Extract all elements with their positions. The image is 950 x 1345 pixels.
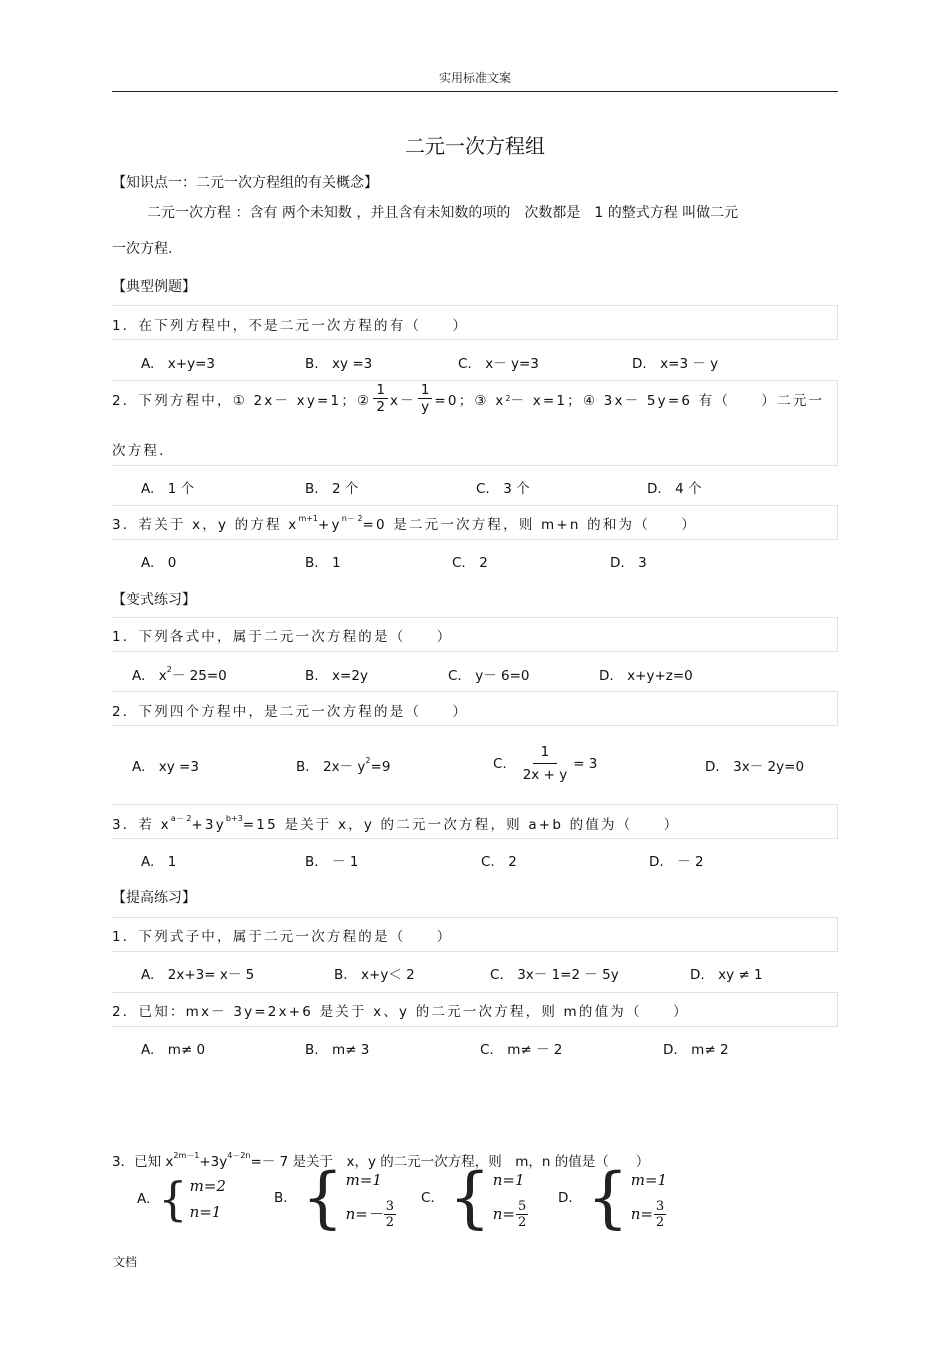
variant-q1-option-a xyxy=(132,664,227,684)
document-title: 二元一次方程组 xyxy=(405,134,545,158)
variant-q3-part2: +3y xyxy=(191,817,226,833)
typical-q2-part2: =0；③ x xyxy=(434,392,506,409)
improve-q3-option-d-line1: m=1 xyxy=(630,1170,668,1189)
improve-q3-option-b-num: 3 xyxy=(385,1198,395,1214)
variant-q1-text: 1．下列各式中，属于二元一次方程的是（ ） xyxy=(112,629,453,645)
variant-q3-text xyxy=(112,813,679,833)
variant-q1-option-c: C. y－ 6=0 xyxy=(448,668,530,684)
improve-q3-option-b-fraction xyxy=(384,1199,396,1230)
improve-q3-sup2: 4－2n xyxy=(227,1151,251,1160)
improve-q3-part3: =－ 7 是关于 x，y 的二元一次方程，则 m，n 的值是（ ） xyxy=(250,1154,650,1170)
variant-q1-option-a-sup: 2 xyxy=(166,665,172,674)
improve-q3-option-c-lines xyxy=(493,1167,529,1230)
improve-q2-option-b: B. m≠ 3 xyxy=(305,1042,370,1058)
improve-q1-text: 1．下列式子中，属于二元一次方程的是（ ） xyxy=(112,929,453,945)
typical-q3-part1: 3．若关于 x，y 的方程 x xyxy=(112,517,299,533)
improve-q3-option-b-line2-text: n=－ xyxy=(345,1205,383,1223)
improve-q2-option-d: D. m≠ 2 xyxy=(663,1042,729,1058)
variant-q1-option-b: B. x=2y xyxy=(305,668,368,684)
typical-q2-line2: 次方程. xyxy=(112,443,166,459)
typical-q2-part3: － x=1；④ 3x－ 5y=6 有（ ）二元一 xyxy=(510,392,825,409)
improve-q3-option-c-den: 2 xyxy=(517,1214,527,1230)
left-brace-icon: { xyxy=(301,1159,344,1236)
typical-q1-option-c: C. x－ y=3 xyxy=(458,356,539,372)
typical-q2-superscript: 2 xyxy=(505,394,511,403)
improve-q3-option-c-label: C. xyxy=(421,1190,435,1206)
improve-q3-option-d-den: 2 xyxy=(655,1214,665,1230)
improve-q3-option-a-line1: m=2 xyxy=(189,1177,226,1195)
page-header: 实用标准文案 xyxy=(438,71,511,85)
improve-q3-option-c-line2-text: n= xyxy=(492,1205,515,1223)
typical-q2-fraction2 xyxy=(418,382,433,415)
typical-q3-sup2: n－ 2 xyxy=(341,514,363,523)
left-brace-icon: { xyxy=(158,1172,188,1226)
typical-q3-option-d: D. 3 xyxy=(610,555,647,571)
variant-q2-option-b-pre: B. 2x－ y xyxy=(296,759,366,775)
improve-q3-option-d-system xyxy=(586,1159,668,1236)
variant-q1-option-a-pre: A. x xyxy=(132,668,167,684)
typical-q2-fraction1-num: 1 xyxy=(373,382,388,399)
typical-q1-option-a: A. x+y=3 xyxy=(141,356,215,372)
improve-q3-option-d-lines xyxy=(631,1167,667,1230)
improve-q3-option-b-label: B. xyxy=(274,1190,288,1206)
typical-q2-mid: x－ xyxy=(389,392,416,409)
variant-q1-option-a-post: － 25=0 xyxy=(171,668,227,684)
improve-q3-option-c-num: 5 xyxy=(517,1198,527,1214)
kp1-definition-line1: 二元一次方程 ：含有 两个未知数 ，并且含有未知数的项的 次数都是 1 的整式方程 叫做二元 xyxy=(147,205,739,221)
typical-q2-fraction1 xyxy=(373,382,388,415)
typical-q2-fraction2-den: y xyxy=(421,399,430,415)
variant-q2-option-c-label: C. xyxy=(493,755,507,772)
typical-q2-option-a: A. 1 个 xyxy=(141,481,195,497)
improve-q3-option-c xyxy=(421,1159,528,1236)
improve-q2-option-c: C. m≠ － 2 xyxy=(480,1042,563,1058)
typical-q2-option-b: B. 2 个 xyxy=(305,481,359,497)
typical-q2-option-d: D. 4 个 xyxy=(647,481,702,497)
improve-q3-option-b-den: 2 xyxy=(385,1214,395,1230)
improve-q3-part1: 3．已知 x xyxy=(112,1154,174,1170)
typical-q3-part2: +y xyxy=(318,517,342,533)
variant-q3-option-b: B. － 1 xyxy=(305,854,359,870)
improve-q3-sup1: 2m－1 xyxy=(173,1151,200,1160)
improve-q3-option-b xyxy=(274,1159,396,1236)
improve-q1-option-a: A. 2x+3= x－ 5 xyxy=(141,967,255,983)
variant-q3-part1: 3．若 x xyxy=(112,817,171,833)
improve-q3-option-c-system xyxy=(448,1159,529,1236)
variant-q3-option-d: D. － 2 xyxy=(649,854,704,870)
variant-q2-option-c-post: = 3 xyxy=(573,755,598,772)
kp1-heading: 【知识点一：二元一次方程组的有关概念】 xyxy=(112,175,378,191)
typical-heading: 【典型例题】 xyxy=(112,279,196,295)
improve-q3-option-a xyxy=(137,1173,226,1225)
variant-q3-sup2: b+3 xyxy=(225,814,243,823)
improve-q3-option-d-line2-text: n= xyxy=(630,1205,653,1223)
improve-heading: 【提高练习】 xyxy=(112,890,196,906)
header-divider xyxy=(112,91,838,92)
improve-q3-option-c-fraction xyxy=(516,1199,528,1230)
improve-q1-option-c: C. 3x－ 1=2 － 5y xyxy=(490,967,619,983)
variant-q2-option-b-sup: 2 xyxy=(365,756,371,765)
typical-q3-option-c: C. 2 xyxy=(452,555,488,571)
variant-q2-option-d: D. 3x－ 2y=0 xyxy=(705,759,805,775)
variant-q2-text: 2．下列四个方程中，是二元一次方程的是（ ） xyxy=(112,704,469,720)
variant-q2-option-a: A. xy =3 xyxy=(132,759,199,775)
typical-q3-sup1: m+1 xyxy=(298,514,319,523)
variant-q3-sup1: a－ 2 xyxy=(170,814,192,823)
improve-q3-option-d-fraction xyxy=(654,1199,666,1230)
typical-q2-option-c: C. 3 个 xyxy=(476,481,530,497)
typical-q2-fraction2-num: 1 xyxy=(418,382,433,399)
improve-q2-text: 2．已知：mx－ 3y=2x+6 是关于 x、y 的二元一次方程，则 m的值为（ ） xyxy=(112,1004,689,1020)
variant-q2-option-b xyxy=(296,755,390,775)
typical-q2-line1 xyxy=(112,382,824,415)
variant-q1-option-d: D. x+y+z=0 xyxy=(599,668,693,684)
variant-q3-part3: =15 是关于 x，y 的二元一次方程，则 a+b 的值为（ ） xyxy=(242,817,680,833)
improve-q3-option-c-line1: n=1 xyxy=(492,1170,525,1189)
improve-q3-option-b-system xyxy=(301,1159,397,1236)
improve-q2-option-a: A. m≠ 0 xyxy=(141,1042,206,1058)
typical-q3-option-b: B. 1 xyxy=(305,555,341,571)
left-brace-icon: { xyxy=(448,1159,491,1236)
typical-q3-option-a: A. 0 xyxy=(141,555,177,571)
typical-q2-fraction1-den: 2 xyxy=(376,399,385,415)
improve-q3-option-d-num: 3 xyxy=(655,1198,665,1214)
variant-q2-option-c-num: 1 xyxy=(533,741,558,764)
improve-q3-option-b-lines xyxy=(346,1167,397,1230)
typical-q2-part1: 2．下列方程中，① 2x－ xy=1；② xyxy=(112,392,372,409)
typical-q1-option-d: D. x=3 － y xyxy=(632,356,719,372)
typical-q3-part3: =0 是二元一次方程，则 m+n 的和为（ ） xyxy=(362,517,698,533)
left-brace-icon: { xyxy=(586,1159,629,1236)
variant-q2-option-c-den: 2x + y xyxy=(522,767,568,783)
variant-q3-option-c: C. 2 xyxy=(481,854,517,870)
improve-q3-option-a-label: A. xyxy=(137,1191,151,1207)
variant-q2-option-b-post: =9 xyxy=(370,759,391,775)
improve-q3-option-b-line1: m=1 xyxy=(345,1170,382,1189)
page-footer: 文档 xyxy=(113,1255,138,1269)
improve-q3-part2: +3y xyxy=(199,1154,228,1170)
improve-q1-option-b: B. x+y＜ 2 xyxy=(334,967,415,983)
improve-q3-option-d-line2 xyxy=(631,1199,667,1230)
variant-heading: 【变式练习】 xyxy=(112,592,196,608)
typical-q1-text: 1．在下列方程中，不是二元一次方程的有（ ） xyxy=(112,318,469,334)
kp1-definition-line2: 一次方程. xyxy=(112,241,173,257)
typical-q3-text xyxy=(112,513,697,533)
variant-q3-option-a: A. 1 xyxy=(141,854,177,870)
improve-q3-option-c-line2 xyxy=(493,1199,529,1230)
improve-q1-option-d: D. xy ≠ 1 xyxy=(690,967,763,983)
improve-q3-option-a-line2: n=1 xyxy=(189,1203,222,1221)
improve-q3-option-d-label: D. xyxy=(558,1190,573,1206)
improve-q3-option-d xyxy=(558,1159,668,1236)
improve-q3-option-a-system xyxy=(158,1173,226,1225)
variant-q2-option-c-fraction xyxy=(521,741,569,786)
improve-q3-option-a-lines xyxy=(190,1173,226,1225)
variant-q2-option-c xyxy=(493,741,597,786)
typical-q1-option-b: B. xy =3 xyxy=(305,356,373,372)
improve-q3-option-b-line2 xyxy=(346,1199,397,1230)
